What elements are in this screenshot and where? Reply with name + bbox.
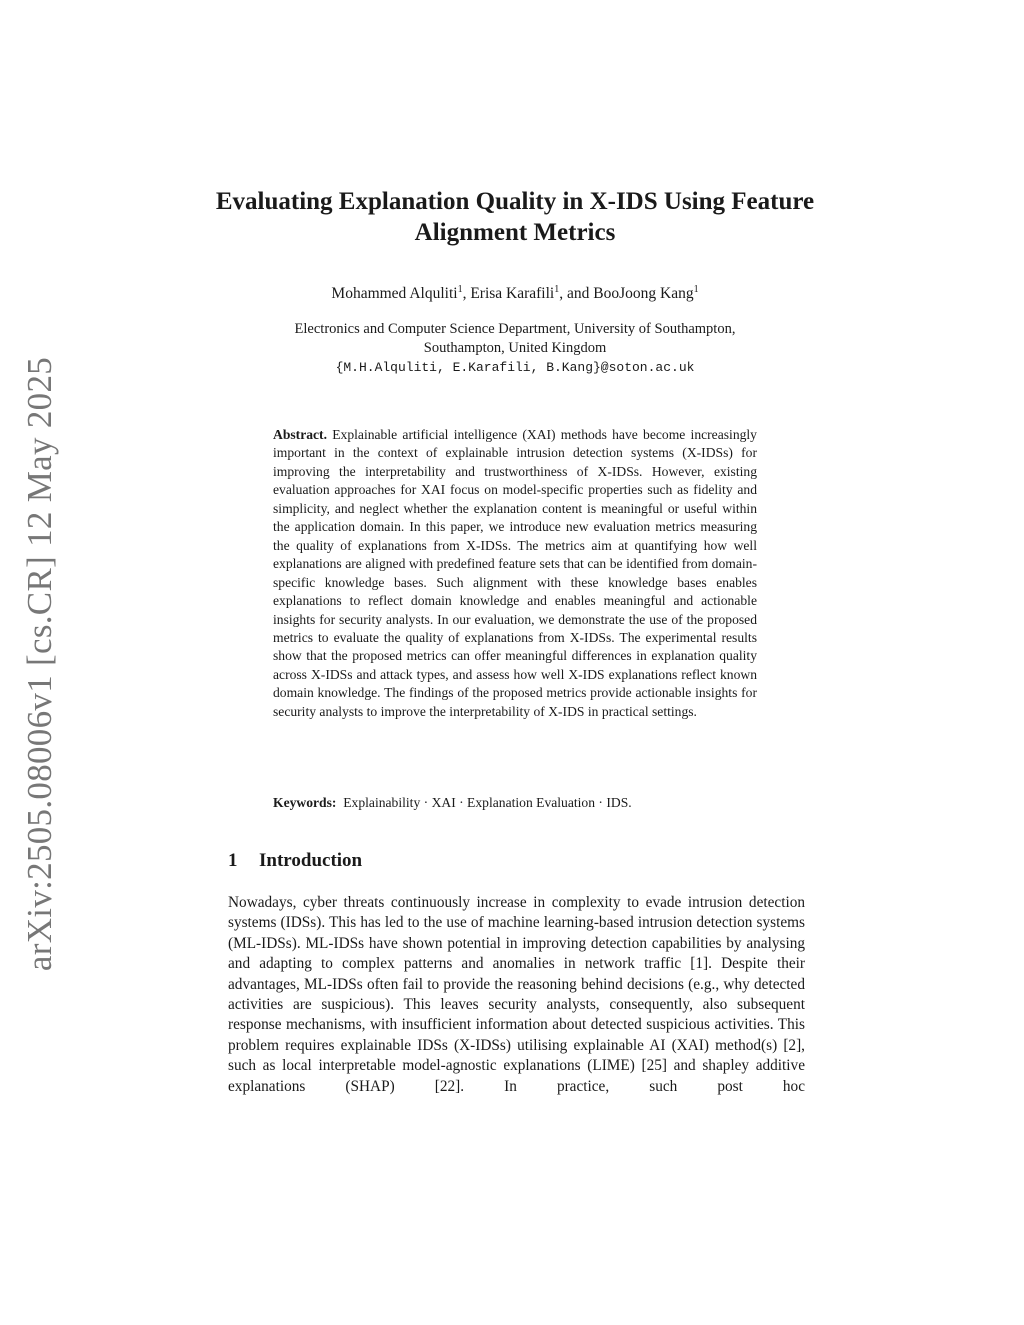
introduction-paragraph: Nowadays, cyber threats continuously increase in complexity to evade intrusion detection systems (IDSs). This has led to the use of machine learning-based intrusion detection systems (ML-IDSs). ML-IDSs have shown potential in improving detection capabilities by analysing and adapting to complex patterns and anomalies in network traffic [1]. Despite their advantages, ML-IDSs often fail to provide the reasoning behind decisions (e.g., why detected activities are suspicious). This leaves security analysts, consequently, also subsequent response mechanisms, with insufficient information about detected suspicious activities. This problem requires explainable IDSs (X-IDSs) utilising explainable AI (XAI) method(s) [2], such as local interpretable model-agnostic explanations (LIME) [25] and shapley additive explanations (SHAP) [22]. In practice, such post hoc: [228, 894, 805, 1095]
author-affiliation-mark: 1: [693, 284, 699, 295]
arxiv-identifier-stamp: [8, 356, 72, 972]
keywords-label: Keywords:: [273, 795, 337, 810]
author-name: BooJoong Kang: [593, 285, 694, 303]
abstract: [273, 426, 757, 721]
keywords-text: Explainability · XAI · Explanation Evaluation · IDS.: [343, 795, 632, 810]
author-affiliation-mark: 1: [457, 284, 463, 295]
section-heading: [228, 848, 362, 874]
affiliation-line: Southampton, United Kingdom: [423, 340, 607, 356]
author-name: Erisa Karafili: [470, 285, 555, 303]
abstract-label: Abstract.: [273, 427, 327, 442]
arxiv-identifier-text: arXiv:2505.08006v1 [cs.CR] 12 May 2025: [20, 356, 59, 972]
paper-title: Evaluating Explanation Quality in X-IDS Using Feature Alignment Metrics: [215, 188, 815, 246]
author-emails: {M.H.Alquliti, E.Karafili, B.Kang}@soton.ac.uk: [335, 360, 695, 375]
affiliation-line: Electronics and Computer Science Department, University of Southampton,: [294, 321, 736, 337]
abstract-text: Explainable artificial intelligence (XAI) methods have become increasingly important in the context of explainable intrusion detection systems (X-IDSs) for improving the interpretability and trustworthiness of X-IDSs. However, existing evaluation approaches for XAI focus on model-specific properties such as fidelity and simplicity, and neglect whether the explanation content is meaningful or useful within the application domain. In this paper, we introduce new evaluation metrics measuring the quality of explanations from X-IDSs. The metrics aim at quantifying how well explanations are aligned with predefined feature sets that can be identified from domain-specific knowledge bases. Such alignment with these knowledge bases enables explanations to reflect domain knowledge and enables meaningful and actionable insights for security analysts. In our evaluation, we demonstrate the use of the proposed metrics to evaluate the quality of explanations from X-IDSs. The experimental results show that the proposed metrics can offer meaningful differences in explanation quality across X-IDSs and attack types, and assess how well X-IDS explanations reflect known domain knowledge. The findings of the proposed metrics provide actionable insights for security analysts to improve the interpretability of X-IDS in practical settings.: [273, 427, 757, 719]
author-separator: ,: [462, 285, 471, 303]
author-affiliation-mark: 1: [554, 284, 560, 295]
keywords: [273, 794, 757, 812]
author-separator: , and: [559, 285, 594, 303]
section-number: 1: [228, 850, 238, 871]
section-title: Introduction: [259, 850, 363, 871]
author-name: Mohammed Alquliti: [331, 285, 458, 303]
author-list: [212, 284, 818, 303]
affiliation-block: [212, 320, 818, 377]
